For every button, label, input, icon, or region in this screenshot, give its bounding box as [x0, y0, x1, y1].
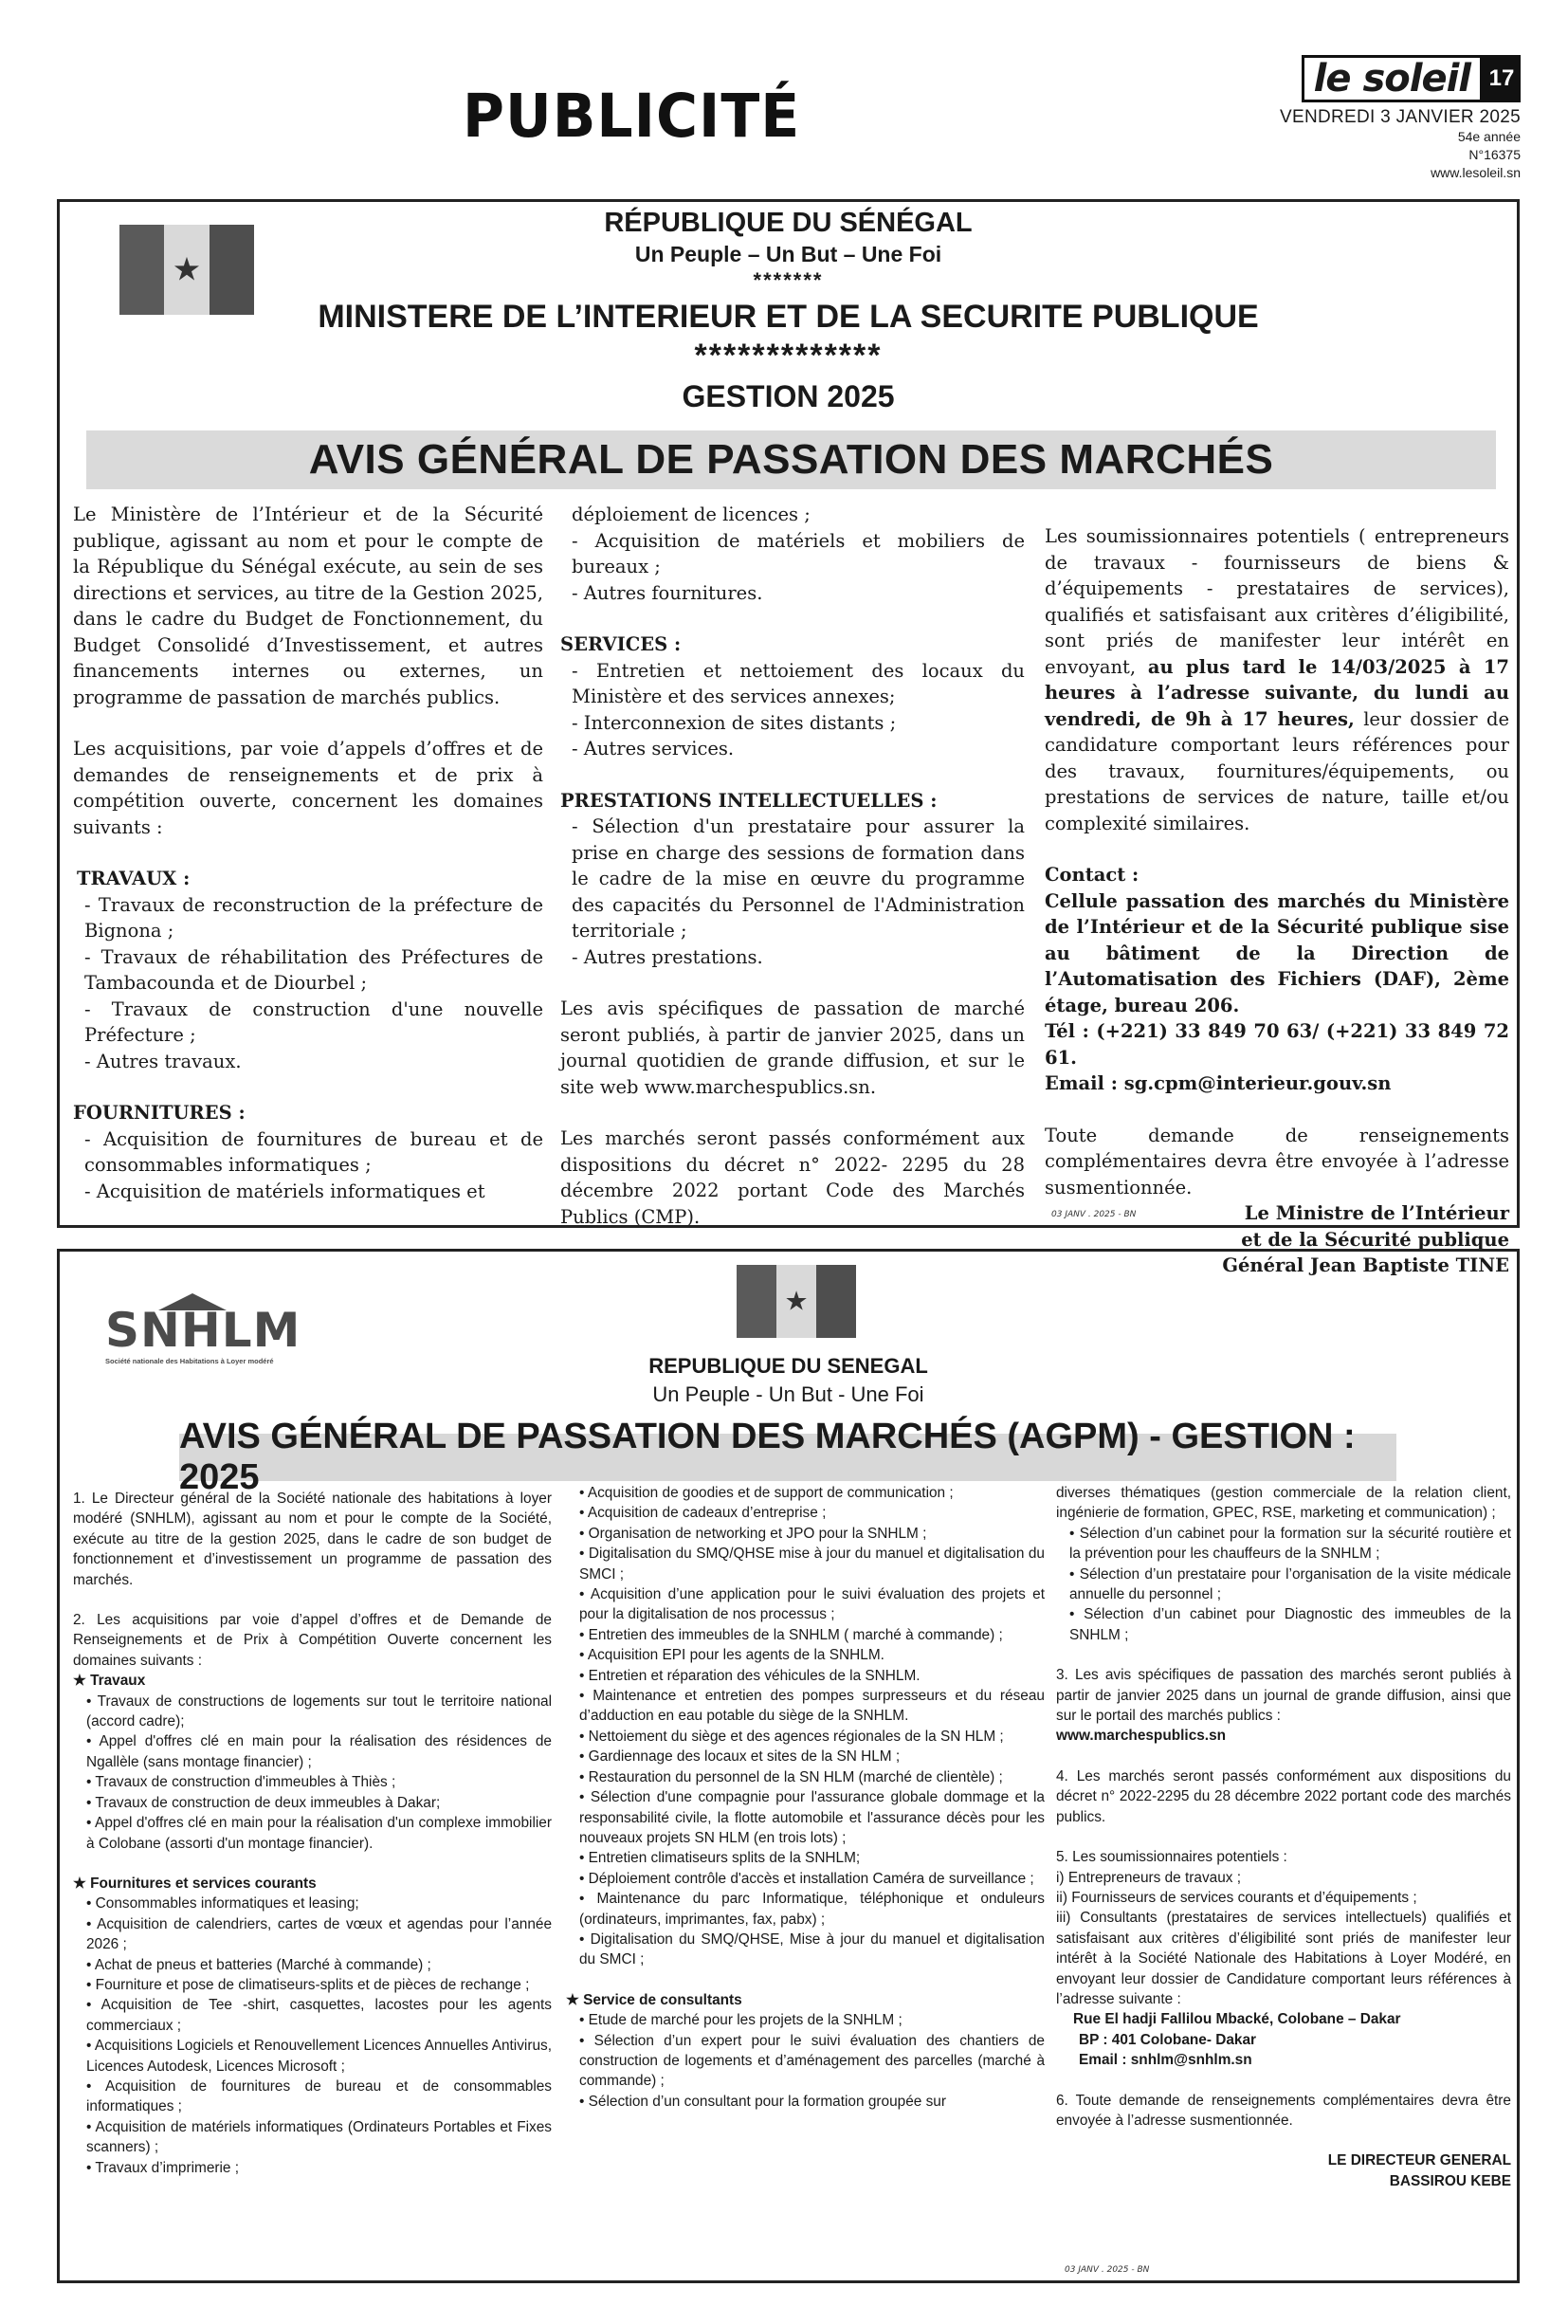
deadline: au plus tard le 14/03/2025 à 17 heures à l’adresse suivante, du lundi au vendredi, de 9h à 17 heures, [1045, 655, 1509, 730]
paragraph-2: 2. Les acquisitions par voie d’appel d’offres et de Demande de Renseignements et de Prix à Compétition Ouverte concernent les domaines suivants : [73, 1612, 552, 1669]
snhlm-notice [57, 1249, 1520, 2283]
star-icon: ★ [566, 1991, 584, 2008]
info-paragraph: Toute demande de renseignements complémentaires devra être envoyée à l’adresse susmentionnée. [1045, 1124, 1509, 1199]
list-item: • Appel d'offres clé en main pour la réalisation des résidences de Ngallèle (sans montage financier) ; [86, 1733, 552, 1770]
list-item: • Acquisition de cadeaux d’entreprise ; [579, 1505, 827, 1522]
list-item-continued: diverses thématiques (gestion commerciale de la relation client, ingénierie de formation, GPEC, RSE, marketing et communication) ; [1056, 1485, 1511, 1522]
column-3 [1056, 1483, 1511, 2191]
list-item: - Autres prestations. [572, 945, 763, 968]
contact-email: Email : sg.cpm@interieur.gouv.sn [1045, 1072, 1392, 1094]
signature-title: LE DIRECTEUR GENERAL [1327, 2152, 1511, 2169]
fournitures-heading: ★ Fournitures et services courants [73, 1875, 317, 1892]
fournitures-heading: FOURNITURES : [73, 1102, 246, 1124]
list-item: - Acquisition de matériels et mobiliers de bureaux ; [572, 529, 1025, 577]
list-item: • Organisation de networking et JPO pour la SNHLM ; [579, 1525, 927, 1542]
list-item: • Travaux de constructions de logements sur tout le territoire national (accord cadre); [86, 1693, 552, 1730]
list-item: déploiement de licences ; [572, 503, 811, 525]
list-item: • Acquisition de matériels informatiques (Ordinateurs Portables et Fixes scanners) ; [86, 2118, 552, 2156]
website-link: www.marchespublics.sn [1056, 1728, 1227, 1745]
column-3 [1045, 523, 1509, 1279]
senegal-flag-icon [737, 1265, 856, 1338]
decret-paragraph: Les marchés seront passés conformément aux dispositions du décret n° 2022- 2295 du 28 décembre 2022 portant Code des Marchés Publics (CMP). [560, 1127, 1025, 1228]
prestations-heading: PRESTATIONS INTELLECTUELLES : [560, 789, 938, 812]
list-item: • Acquisitions Logiciels et Renouvellement Licences Annuelles Antivirus, Licences Autodesk, Licences Microsoft ; [86, 2038, 552, 2075]
address-line: BP : 401 Colobane- Dakar [1079, 2031, 1257, 2048]
republic-heading: REPUBLIQUE DU SENEGAL [648, 1354, 928, 1378]
list-item: ii) Fournisseurs de services courants et d’équipements ; [1056, 1889, 1417, 1906]
list-item: - Travaux de construction d'une nouvelle Préfecture ; [84, 997, 543, 1046]
travaux-heading: ★ Travaux [73, 1673, 146, 1690]
website: www.lesoleil.sn [1431, 165, 1521, 180]
motto: Un Peuple - Un But - Une Foi [652, 1382, 924, 1406]
list-item: - Autres travaux. [84, 1050, 242, 1072]
acquisitions-paragraph: Les acquisitions, par voie d’appels d’offres et de demandes de renseignements et de prix à compétition ouverte, concernent les domaines suivants : [73, 738, 543, 838]
house-roof-icon [158, 1293, 227, 1310]
list-item: • Sélection d’un cabinet pour Diagnostic des immeubles de la SNHLM ; [1069, 1606, 1511, 1643]
list-item: • Maintenance du parc Informatique, téléphonique et onduleurs (ordinateurs, imprimantes, fax, pabx) ; [579, 1891, 1045, 1928]
signatory-name: BASSIROU KEBE [1389, 2172, 1511, 2189]
soumissionnaires-paragraph: Les soumissionnaires potentiels ( entrepreneurs de travaux - fournisseurs de biens & d’équipements - prestataires de services), qualifiés et satisfaisant aux critères d’éligibilité, sont priés de manifester leur intérêt en envoyant, au plus tard le 14/03/2025 à 17 heures à l’adresse suivante, du lundi au vendredi, de 9h à 17 heures, leur dossier de candidature comportant leurs références pour des travaux, fournitures/équipements, ou prestations de services de nature, taille et/ou complexité similaires. [1045, 525, 1509, 834]
signature-line: Le Ministre de l’Intérieur [1244, 1202, 1509, 1224]
issue-year: 54e année [1457, 129, 1521, 144]
notice-title-bar [86, 430, 1496, 489]
issue-number: N°16375 [1468, 147, 1521, 162]
list-item: • Acquisition EPI pour les agents de la SNHLM. [579, 1647, 884, 1664]
star-icon: ★ [784, 1285, 809, 1315]
column-2 [560, 502, 1025, 1230]
list-item: • Déploiement contrôle d'accès et installation Caméra de surveillance ; [579, 1870, 1034, 1887]
list-item: • Travaux d’imprimerie ; [86, 2159, 240, 2176]
gestion-heading: GESTION 2025 [682, 379, 895, 413]
contact-heading: Contact : [1045, 864, 1140, 886]
list-item: • Digitalisation du SMQ/QHSE, Mise à jour du manuel et digitalisation du SMCI ; [579, 1931, 1045, 1968]
list-item: - Acquisition de matériels informatiques et [84, 1180, 485, 1202]
paragraph-3: 3. Les avis spécifiques de passation des marchés seront publiés à partir de janvier 2025 dans un journal de grande diffusion, ainsi que sur le portail des marchés publics : [1056, 1667, 1511, 1725]
publication-stamp: 03 JANV . 2025 - BN [1065, 2265, 1150, 2275]
list-item: • Sélection d’un consultant pour la formation groupée sur [579, 2093, 946, 2110]
intro-paragraph: Le Ministère de l’Intérieur et de la Sécurité publique, agissant au nom et pour le compte de la République du Sénégal exécute, au sein de ses directions et services, au titre de la Gestion 2025, dans le cadre du Budget de Fonctionnement, du Budget Consolidé d’Investissement, et autres financements internes ou externes, un programme de passation de marchés publics. [73, 503, 543, 708]
ministry-notice [57, 199, 1520, 1276]
logo-word: SNHLM [105, 1307, 276, 1354]
separator: ************* [694, 338, 883, 374]
list-item: • Entretien et réparation des véhicules de la SNHLM. [579, 1667, 921, 1684]
ministry-heading: MINISTERE DE L’INTERIEUR ET DE LA SECURITE PUBLIQUE [318, 299, 1259, 335]
list-item: - Acquisition de fournitures de bureau et de consommables informatiques ; [84, 1127, 543, 1176]
list-item: • Sélection d'une compagnie pour l'assurance globale dommage et la responsabilité civile, la flotte automobile et l'assurance décès pour les nouveaux projets SN HLM (en trois lots) ; [579, 1789, 1045, 1846]
paragraph-5: 5. Les soumissionnaires potentiels : [1056, 1849, 1287, 1866]
list-item: - Sélection d'un prestataire pour assurer la prise en charge des sessions de formation dans le cadre de la mise en œuvre du programme des capacités du Personnel de l'Administration territoriale ; [572, 815, 1025, 942]
list-item: • Fourniture et pose de climatiseurs-splits et de pièces de rechange ; [86, 1976, 530, 1993]
list-item: • Entretien des immeubles de la SNHLM ( marché à commande) ; [579, 1626, 1003, 1643]
list-item: • Sélection d’un cabinet pour la formation sur la sécurité routière et la prévention pour les chauffeurs de la SNHLM ; [1069, 1525, 1511, 1563]
list-item: - Travaux de reconstruction de la préfecture de Bignona ; [84, 893, 543, 942]
list-item: - Entretien et nettoiement des locaux du Ministère et des services annexes; [572, 659, 1025, 707]
separator: ******* [753, 268, 824, 292]
list-item: • Sélection d’un expert pour le suivi évaluation des chantiers de construction de logements et d’aménagement des parcelles (marché à commande) ; [579, 2032, 1045, 2090]
list-item: • Restauration du personnel de la SN HLM (marché de clientèle) ; [579, 1768, 1003, 1785]
page-number: 17 [1483, 55, 1521, 102]
list-item: - Travaux de réhabilitation des Préfectures de Tambacounda et de Diourbel ; [84, 945, 543, 994]
notice-title: AVIS GÉNÉRAL DE PASSATION DES MARCHÉS (AGPM) - GESTION : 2025 [179, 1417, 1356, 1497]
signature-line: et de la Sécurité publique [1241, 1228, 1509, 1251]
list-item: iii) Consultants (prestataires de services intellectuels) qualifiés et satisfaisant aux critères d’éligibilité sont priés de manifester leur intérêt à la Société Nationale des Habitations à Loyer Modéré, en envoyant leur dossier de Candidature comportant leurs références à l’adresse suivante : [1056, 1910, 1511, 2007]
list-item: • Appel d'offres clé en main pour la réalisation d'un complexe immobilier à Colobane (assorti d'un montage financier). [86, 1815, 552, 1852]
list-item: • Acquisition de goodies et de support de communication ; [579, 1485, 954, 1501]
issue-date: VENDREDI 3 JANVIER 2025 [1280, 107, 1521, 127]
list-item: • Acquisition de Tee -shirt, casquettes, lacostes pour les agents commerciaux ; [86, 1997, 552, 2034]
motto: Un Peuple – Un But – Une Foi [634, 242, 942, 266]
star-icon: ★ [73, 1673, 91, 1690]
masthead [1236, 55, 1521, 182]
signatory-name: Général Jean Baptiste TINE [1222, 1254, 1509, 1276]
logo-text: le soleil [1302, 55, 1483, 102]
address-line: Rue El hadji Fallilou Mbacké, Colobane – Dakar [1073, 2011, 1401, 2028]
contact-phone: Tél : (+221) 33 849 70 63/ (+221) 33 849 72 61. [1045, 1020, 1509, 1069]
travaux-heading: TRAVAUX : [77, 868, 191, 889]
paragraph-1: 1. Le Directeur général de la Société nationale des habitations à loyer modéré (SNHLM), agissant au nom et pour le compte de la Société, exécute au titre de la gestion 2025, dans le cadre de son budget de fonctionnement et d’investissement un programme de passation des marchés. [73, 1491, 552, 1588]
paragraph-6: 6. Toute demande de renseignements complémentaires devra être envoyée à l’adresse susmentionnée. [1056, 2092, 1511, 2129]
list-item: - Interconnexion de sites distants ; [572, 711, 897, 734]
column-1 [73, 502, 543, 1204]
list-item: • Achat de pneus et batteries (Marché à commande) ; [86, 1956, 431, 1973]
list-item: • Acquisition de fournitures de bureau et de consommables informatiques ; [86, 2077, 552, 2115]
column-1 [73, 1489, 552, 2178]
list-item: • Travaux de construction d'immeubles à Thiès ; [86, 1774, 396, 1791]
logo-subtitle: Société nationale des Habitations à Loyer modéré [105, 1357, 274, 1365]
list-item: • Nettoiement du siège et des agences régionales de la SN HLM ; [579, 1728, 1004, 1745]
list-item: • Gardiennage des locaux et sites de la SN HLM ; [579, 1748, 901, 1766]
list-item: • Maintenance et entretien des pompes surpresseurs et du réseau d’adduction en eau potable du siège de la SNHLM. [579, 1688, 1045, 1725]
newspaper-logo [1236, 55, 1521, 102]
contact-address: Cellule passation des marchés du Ministère de l’Intérieur et de la Sécurité publique sise au bâtiment de la Direction de l’Automatisation des Fichiers (DAF), 2ème étage, bureau 206. [1045, 889, 1509, 1016]
services-heading: SERVICES : [560, 633, 682, 655]
list-item: • Entretien climatiseurs splits de la SNHLM; [579, 1850, 861, 1867]
list-item: - Autres services. [572, 738, 735, 759]
list-item: • Acquisition d’une application pour le suivi évaluation des projets et pour la digitalisation de nos processus ; [579, 1586, 1045, 1623]
list-item: • Consommables informatiques et leasing; [86, 1895, 359, 1912]
republic-heading: RÉPUBLIQUE DU SÉNÉGAL [604, 208, 973, 238]
address-email: Email : snhlm@snhlm.sn [1079, 2052, 1252, 2069]
consultants-heading: ★ Service de consultants [566, 1991, 742, 2008]
list-item: • Sélection d’un prestataire pour l’organisation de la visite médicale annuelle du personnel ; [1069, 1565, 1511, 1603]
list-item: • Travaux de construction de deux immeubles à Dakar; [86, 1794, 441, 1811]
paragraph-4: 4. Les marchés seront passés conformément aux dispositions du décret n° 2022-2295 du 28 décembre 2022 portant code des marchés publics. [1056, 1767, 1511, 1825]
star-icon: ★ [172, 250, 202, 287]
list-item: • Digitalisation du SMQ/QHSE mise à jour du manuel et digitalisation du SMCI ; [579, 1546, 1045, 1583]
notice-title: AVIS GÉNÉRAL DE PASSATION DES MARCHÉS [308, 436, 1274, 483]
section-title: PUBLICITÉ [463, 82, 801, 152]
publication-stamp: 03 JANV . 2025 - BN [1051, 1210, 1137, 1219]
list-item: - Autres fournitures. [572, 581, 763, 604]
list-item: i) Entrepreneurs de travaux ; [1056, 1869, 1242, 1886]
list-item: • Etude de marché pour les projets de la SNHLM ; [579, 2012, 903, 2029]
star-icon: ★ [73, 1875, 91, 1892]
list-item: • Acquisition de calendriers, cartes de vœux et agendas pour l’année 2026 ; [86, 1915, 552, 1953]
column-2 [566, 1483, 1045, 2112]
avis-paragraph: Les avis spécifiques de passation de marché seront publiés, à partir de janvier 2025, dans un journal quotidien de grande diffusion, et sur le site web www.marchespublics.sn. [560, 997, 1025, 1098]
